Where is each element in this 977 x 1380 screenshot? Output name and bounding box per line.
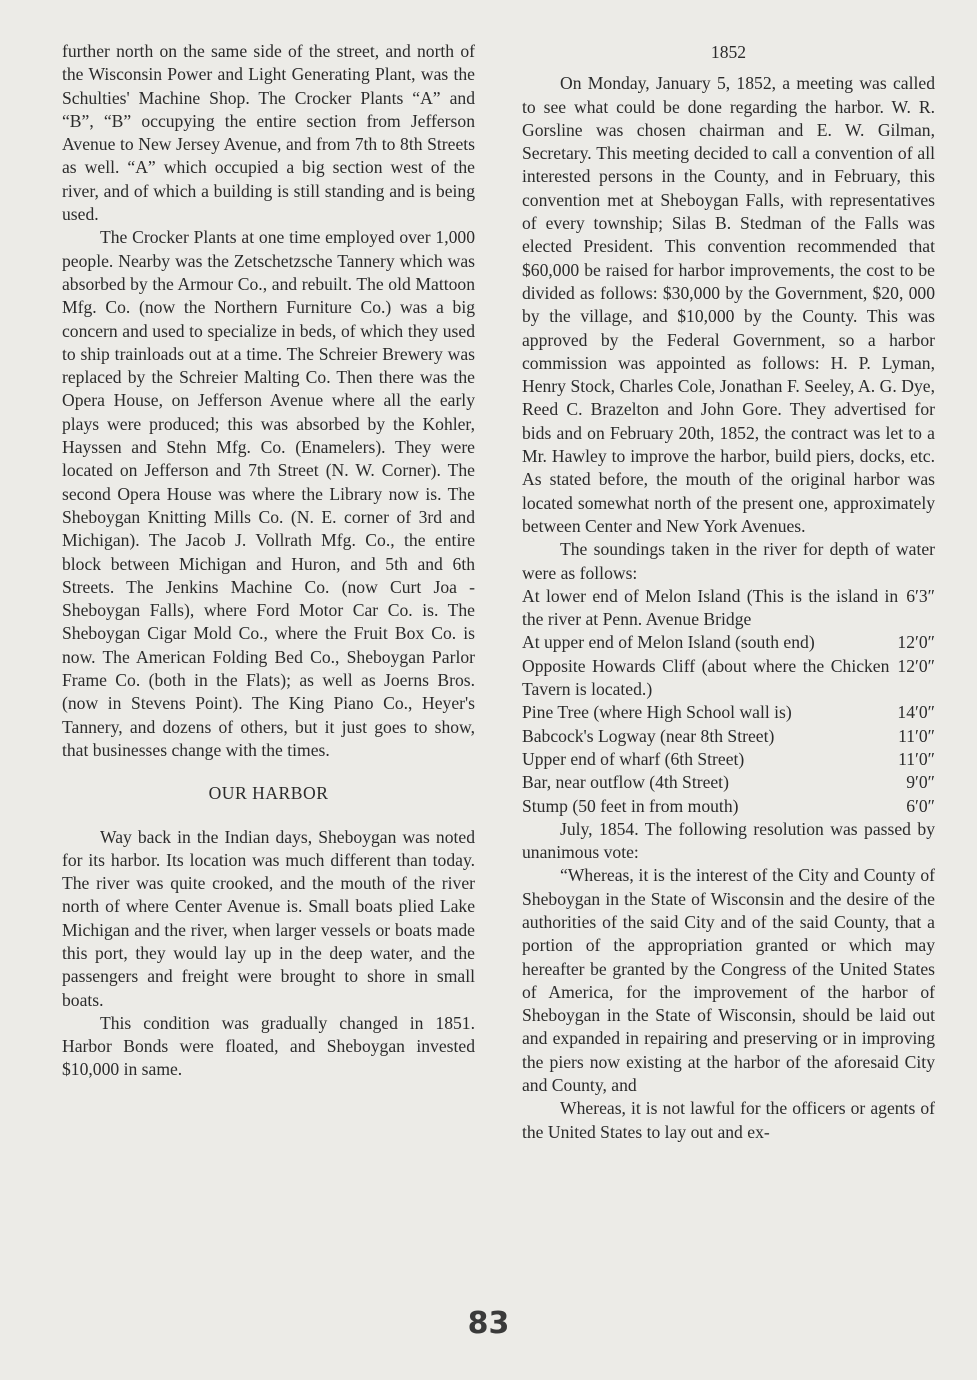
section-heading-our-harbor: OUR HARBOR (208, 783, 329, 804)
sounding-row (522, 725, 935, 748)
page-number: 83 (467, 1306, 510, 1341)
resolution-paragraph-1: “Whereas, it is the interest of the City and County of Sheboygan in the State of Wisconsin and the desire of the authorities of the said City and of the said County, that a portion of the appropriation granted or which may hereafter be granted by the Congress of the United States of America, for the improvement of the harbor of Sheboygan in the State of Wisconsin, should be laid out and expanded in repairing and preserving or in improving the piers now existing at the harbor of the aforesaid City and County, and (522, 865, 935, 1096)
right-column (522, 40, 935, 1144)
sounding-row (522, 795, 935, 818)
right-paragraph-1: On Monday, January 5, 1852, a meeting was called to see what could be done regarding the harbor. W. R. Gorsline was chosen chairman and E. W. Gilman, Secretary. This meeting decided to call a convention of all interested persons in the County, and in February, this convention met at Sheboygan Falls, with representatives of every township; Silas B. Stedman of the Falls was elected President. This convention recommended that $60,000 be raised for harbor improvements, the cost to be divided as follows: $30,000 by the Government, $20, 000 by the village, and $10,000 by the County. This was approved by the Federal Government, so a harbor commission was appointed as follows: H. P. Lyman, Henry Stock, Charles Cole, Jonathan F. Seeley, A. G. Dye, Reed C. Brazelton and John Gore. They advertised for bids and on February 20th, 1852, the contract was let to a Mr. Hawley to improve the harbor, build piers, docks, etc. As stated before, the mouth of the original harbor was located somewhat north of the present one, approximately between Center and New York Avenues. (522, 73, 935, 536)
sounding-row (522, 655, 935, 702)
sounding-place: Babcock's Logway (near 8th Street) (522, 725, 775, 746)
left-paragraph-2: The Crocker Plants at one time employed over 1,000 people. Nearby was the Zetschetzsche Tannery which was absorbed by the Armour Co., and rebuilt. The old Mattoon Mfg. Co. (now the Northern Furniture Co.) was a big concern and used to specialize in beds, of which they used to ship trainloads out at a time. The Schreier Brewery was replaced by the Schreier Malting Co. Then there was the Opera House, on Jefferson Avenue where all the early plays were produced; this was absorbed by the Kohler, Hayssen and Stehn Mfg. Co. (Enamelers). They were located on Jefferson and 7th Street (N. W. Corner). The second Opera House was where the Library now is. The Sheboygan Knitting Mills Co. (N. E. corner of 3rd and Michigan). The Jacob J. Vollrath Mfg. Co., the entire block between Michigan and Huron, and 5th and 6th Streets. The Jenkins Machine Co. (now Curt Joa - Sheboygan Falls), where Ford Motor Car Co. is. The Sheboygan Cigar Mold Co., where the Fruit Box Co. is now. The American Folding Bed Co., Sheboygan Parlor Frame Co. (both in the Flats); as well as Joerns Bros. (now in Stevens Point). The King Piano Co., Heyer's Tannery, and dozens of others, but it just goes to show, that businesses change with the times. (62, 227, 475, 760)
left-paragraph-3: Way back in the Indian days, Sheboygan was noted for its harbor. Its location was much different than today. The river was quite crooked, and the mouth of the river north of where Center Avenue is. Small boats plied Lake Michigan and the river, when larger vessels or boats made this port, they would lay up in the deep water, and the passengers and freight were brought to shore in small boats. (62, 826, 475, 1010)
resolution-paragraph-2: Whereas, it is not lawful for the officers or agents of the United States to lay out and ex- (522, 1098, 935, 1142)
sounding-depth: 14′0″ (897, 702, 935, 723)
sounding-row (522, 771, 935, 794)
sounding-place: At lower end of Melon Island (This is the island in the river at Penn. Avenue Bridge (522, 585, 899, 630)
sounding-place: Upper end of wharf (6th Street) (522, 748, 745, 769)
right-paragraph-3: July, 1854. The following resolution was passed by unanimous vote: (522, 818, 935, 863)
year-heading: 1852 (710, 42, 747, 62)
sounding-depth: 6′0″ (906, 795, 935, 816)
sounding-depth: 9′0″ (906, 772, 935, 793)
sounding-place: Stump (50 feet in from mouth) (522, 795, 739, 816)
sounding-depth: 11′0″ (898, 725, 935, 746)
sounding-row (522, 748, 935, 771)
left-paragraph-4: This condition was gradually changed in 1851. Harbor Bonds were floated, and Sheboygan invested $10,000 in same. (62, 1012, 475, 1080)
soundings-list (522, 585, 935, 818)
sounding-row (522, 631, 935, 654)
sounding-place: Pine Tree (where High School wall is) (522, 702, 792, 723)
sounding-place: Opposite Howards Cliff (about where the Chicken Tavern is located.) (522, 655, 890, 700)
sounding-row (522, 585, 935, 632)
sounding-depth: 11′0″ (898, 748, 935, 769)
sounding-place: Bar, near outflow (4th Street) (522, 772, 729, 793)
sounding-place: At upper end of Melon Island (south end) (522, 632, 815, 653)
left-paragraph-1: further north on the same side of the street, and north of the Wisconsin Power and Light Generating Plant, was the Schulties' Machine Shop. The Crocker Plants “A” and “B”, “B” occupying the entire section from Jefferson Avenue to New Jersey Avenue, and from 7th to 8th Streets as well. “A” which occupied a big section west of the river, and of which a building is still standing and is being used. (62, 41, 475, 225)
left-column (62, 40, 475, 1082)
sounding-depth: 12′0″ (897, 655, 935, 676)
sounding-depth: 6′3″ (906, 585, 935, 606)
sounding-depth: 12′0″ (897, 632, 935, 653)
right-paragraph-2: The soundings taken in the river for depth of water were as follows: (522, 539, 935, 583)
sounding-row (522, 701, 935, 724)
